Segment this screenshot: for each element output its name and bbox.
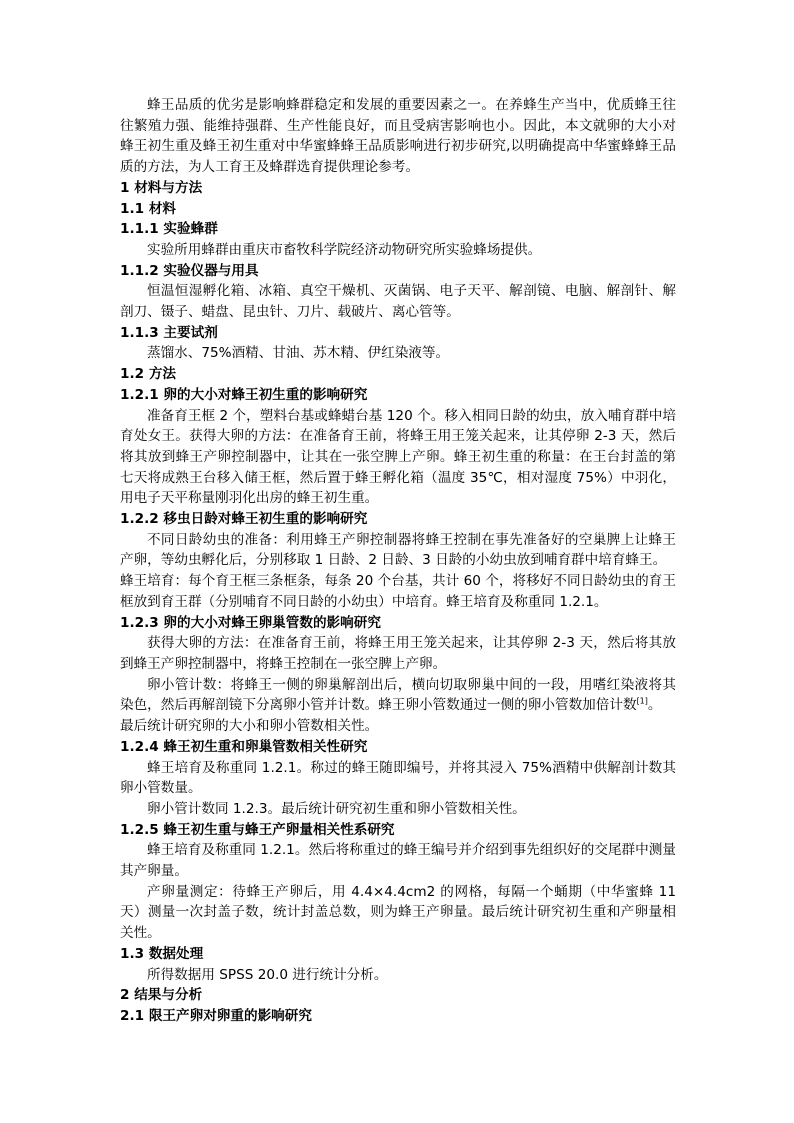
section-heading-1-2-2: 1.2.2 移虫日龄对蜂王初生重的影响研究 [120,511,368,528]
citation-ref[interactable]: [1] [636,696,648,706]
paragraph-1-2-2-b: 蜂王培育：每个育王框三条框条，每条 20 个台基，共计 60 个，将移好不同日龄幼虫的育王框放到育王群（分别哺育不同日龄的小幼虫）中培育。蜂王培育及称重同 1.2.1。 [120,573,676,610]
paragraph-1-2-3-c: 最后统计研究卵的大小和卵小管数相关性。 [120,718,379,735]
paragraph-1-2-2-a: 不同日龄幼虫的准备：利用蜂王产卵控制器将蜂王控制在事先准备好的空巢脾上让蜂王产卵，等幼虫孵化后，分别移取 1 日龄、2 日龄、3 日龄的小幼虫放到哺育群中培育蜂王。 [120,531,676,569]
section-heading-1-2-4: 1.2.4 蜂王初生重和卵巢管数相关性研究 [120,738,368,755]
paragraph-1-2-5-b: 产卵量测定：待蜂王产卵后，用 4.4×4.4cm2 的网格，每隔一个蛹期（中华蜜蜂 11 天）测量一次封盖子数，统计封盖总数，则为蜂王产卵量。最后统计研究初生重和产卵量相关性。 [120,883,676,942]
section-heading-2: 2 结果与分析 [120,987,203,1004]
paragraph-1-2-3-b-text: 卵小管计数：将蜂王一侧的卵巢解剖出后，横向切取卵巢中间的一段，用嗜红染液将其染色，然后再解剖镜下分离卵小管并计数。蜂王卵小管数通过一侧的卵小管数加倍计数 [120,676,676,714]
paragraph-1-2-1: 准备育王框 2 个，塑料台基或蜂蜡台基 120 个。移入相同日龄的幼虫，放入哺育群中培育处女王。获得大卵的方法：在准备育王前，将蜂王用王笼关起来，让其停卵 2-3 天，然后将其放到蜂王产卵控制器中，让其在一张空脾上产卵。蜂王初生重的称量：在王台封盖的第七天将成熟王台移入储王框，然后置于蜂王孵化箱（温度 35℃，相对湿度 75%）中羽化，用电子天平称量刚羽化出房的蜂王初生重。 [120,407,676,507]
section-heading-1-2-3: 1.2.3 卵的大小对蜂王卵巢管数的影响研究 [120,614,381,631]
paragraph-1-3: 所得数据用 SPSS 20.0 进行统计分析。 [147,966,388,983]
paragraph-1-1-1: 实验所用蜂群由重庆市畜牧科学院经济动物研究所实验蜂场提供。 [147,241,542,258]
paragraph-1-2-4-a: 蜂王培育及称重同 1.2.1。称过的蜂王随即编号，并将其浸入 75%酒精中供解剖计数其卵小管数量。 [120,759,676,797]
paper-body [120,95,676,1027]
section-heading-1: 1 材料与方法 [120,179,203,196]
section-heading-1-1-3: 1.1.3 主要试剂 [120,324,218,341]
paragraph-1-2-3-b [120,675,676,716]
paragraph-1-2-5-a: 蜂王培育及称重同 1.2.1。然后将称重过的蜂王编号并介绍到事先组织好的交尾群中测量其产卵量。 [120,842,676,880]
section-heading-1-2: 1.2 方法 [120,366,177,383]
section-heading-1-1-1: 1.1.1 实验蜂群 [120,221,218,238]
paragraph-1-2-4-b: 卵小管计数同 1.2.3。最后统计研究初生重和卵小管数相关性。 [147,800,526,817]
section-heading-2-1: 2.1 限王产卵对卵重的影响研究 [120,1007,312,1024]
paragraph-1-1-3: 蒸馏水、75%酒精、甘油、苏木精、伊红染液等。 [147,345,450,362]
paragraph-1-2-3-a: 获得大卵的方法：在准备育王前，将蜂王用王笼关起来，让其停卵 2-3 天，然后将其放到蜂王产卵控制器中，将蜂王控制在一张空脾上产卵。 [120,635,676,672]
section-heading-1-1-2: 1.1.2 实验仪器与用具 [120,262,259,279]
paragraph-1-2-3-b-end: 。 [647,697,662,714]
paragraph-1-1-2: 恒温恒湿孵化箱、冰箱、真空干燥机、灭菌锅、电子天平、解剖镜、电脑、解剖针、解剖刀、镊子、蜡盘、昆虫针、刀片、载破片、离心管等。 [120,283,676,321]
intro-paragraph: 蜂王品质的优劣是影响蜂群稳定和发展的重要因素之一。在养蜂生产当中，优质蜂王往往繁殖力强、能维持强群、生产性能良好，而且受病害影响也小。因此，本文就卵的大小对蜂王初生重及蜂王初生重对中华蜜蜂蜂王品质影响进行初步研究,以明确提高中华蜜蜂蜂王品质的方法，为人工育王及蜂群选育提供理论参考。 [120,97,676,176]
section-heading-1-2-5: 1.2.5 蜂王初生重与蜂王产卵量相关性系研究 [120,821,395,838]
section-heading-1-3: 1.3 数据处理 [120,945,204,962]
section-heading-1-1: 1.1 材料 [120,200,177,217]
section-heading-1-2-1: 1.2.1 卵的大小对蜂王初生重的影响研究 [120,386,368,403]
